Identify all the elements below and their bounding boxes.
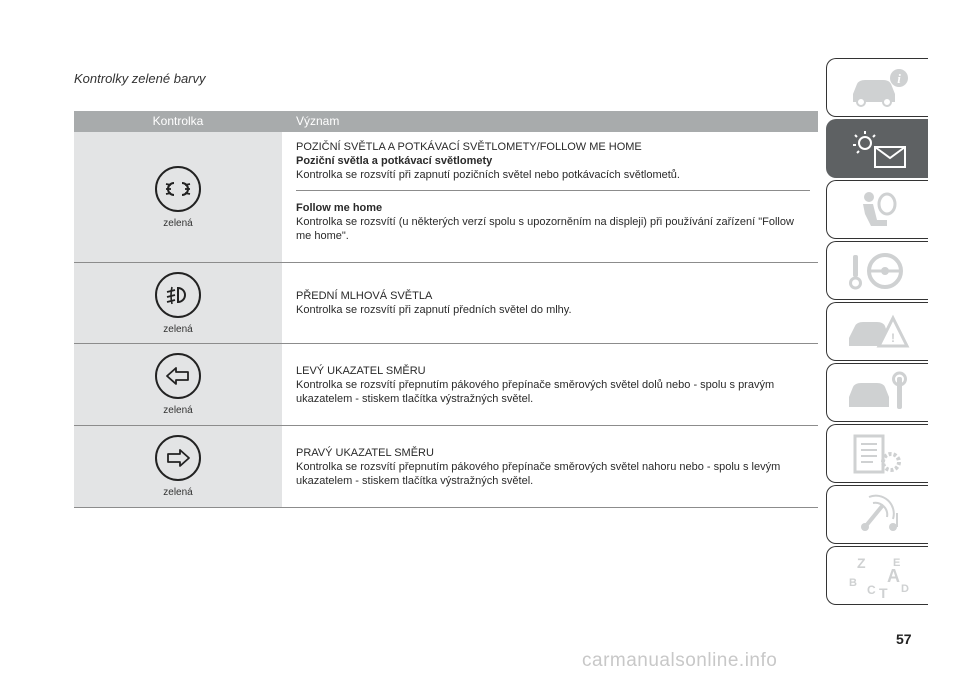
index-letter: Z	[856, 554, 866, 571]
page-number: 57	[896, 631, 912, 647]
tab-multimedia[interactable]	[826, 485, 928, 544]
indicator-table	[74, 111, 818, 508]
watermark: carmanualsonline.info	[582, 650, 778, 671]
steering-wheel-key-icon	[843, 247, 913, 295]
meaning-cell	[282, 426, 818, 507]
right-turn-signal-icon	[155, 435, 201, 481]
front-fog-lights-icon	[155, 272, 201, 318]
tab-maintenance[interactable]	[826, 363, 928, 422]
tab-emergency[interactable]	[826, 302, 928, 361]
row-text: Kontrolka se rozsvítí při zapnutí pozičních světel nebo potkávacích světlometů.	[296, 169, 680, 181]
row-subtitle: Poziční světla a potkávací světlomety	[296, 155, 493, 167]
row-title: POZIČNÍ SVĚTLA A POTKÁVACÍ SVĚTLOMETY/FOLLOW ME HOME	[296, 141, 642, 153]
chapter-tabs	[826, 58, 928, 607]
row-subtitle: Follow me home	[296, 202, 383, 214]
svg-text:i: i	[896, 70, 901, 86]
meaning-section	[296, 190, 810, 243]
table-row	[74, 132, 818, 263]
car-info-icon	[843, 64, 913, 112]
icon-cell	[74, 426, 282, 507]
car-wrench-icon	[843, 369, 913, 417]
color-label: zelená	[163, 487, 193, 498]
row-text: Kontrolka se rozsvítí při zapnutí předních světel do mlhy.	[296, 304, 572, 316]
row-title: LEVÝ UKAZATEL SMĚRU	[296, 364, 426, 377]
tab-index[interactable]	[826, 546, 928, 605]
position-lights-icon	[155, 166, 201, 212]
color-label: zelená	[163, 217, 193, 229]
table-row	[74, 426, 818, 508]
table-row	[74, 263, 818, 344]
left-turn-signal-icon	[155, 353, 201, 399]
tab-warning-lights[interactable]	[826, 119, 928, 178]
row-text: Kontrolka se rozsvítí přepnutím pákového přepínače směrových světel dolů nebo - spolu s pravým ukazatelem - stiskem tlačítka výstražných světel.	[296, 378, 775, 405]
color-label: zelená	[163, 405, 193, 416]
tab-steering-key[interactable]	[826, 241, 928, 300]
table-header	[74, 111, 818, 132]
tab-technical-data[interactable]	[826, 424, 928, 483]
header-kontrolka: Kontrolka	[152, 114, 204, 128]
page-heading: Kontrolky zelené barvy	[74, 71, 206, 86]
index-letter: T	[878, 584, 888, 600]
color-label: zelená	[163, 323, 193, 335]
row-text: Kontrolka se rozsvítí (u některých verzí spolu s upozorněním na displeji) při používání zařízení "Follow me home".	[296, 216, 794, 242]
icon-cell	[74, 132, 282, 262]
meaning-cell	[282, 263, 818, 343]
meaning-section	[296, 140, 810, 182]
row-title: PŘEDNÍ MLHOVÁ SVĚTLA	[296, 290, 433, 302]
index-letter: E	[892, 556, 900, 569]
warning-light-message-icon	[843, 125, 913, 173]
meaning-cell	[282, 132, 818, 262]
index-letter: C	[866, 582, 876, 597]
tab-seat-airbag[interactable]	[826, 180, 928, 239]
icon-cell	[74, 344, 282, 425]
car-warning-triangle-icon	[843, 308, 913, 356]
index-letter: D	[900, 582, 909, 595]
icon-cell	[74, 263, 282, 343]
row-text: Kontrolka se rozsvítí přepnutím pákového přepínače směrových světel nahoru nebo - spolu s levým ukazatelem - stiskem tlačítka výstražných světel.	[296, 460, 781, 487]
index-letter: B	[848, 576, 857, 589]
row-title: PRAVÝ UKAZATEL SMĚRU	[296, 446, 434, 459]
seat-airbag-icon	[843, 186, 913, 234]
index-letter: A	[886, 565, 900, 586]
svg-text:!: !	[890, 330, 895, 345]
tab-car-info[interactable]	[826, 58, 928, 117]
table-row	[74, 344, 818, 426]
document-gear-icon	[843, 430, 913, 478]
header-vyznam: Význam	[296, 114, 340, 128]
multimedia-icon	[843, 491, 913, 539]
alphabetical-index-icon	[843, 552, 913, 600]
meaning-cell	[282, 344, 818, 425]
